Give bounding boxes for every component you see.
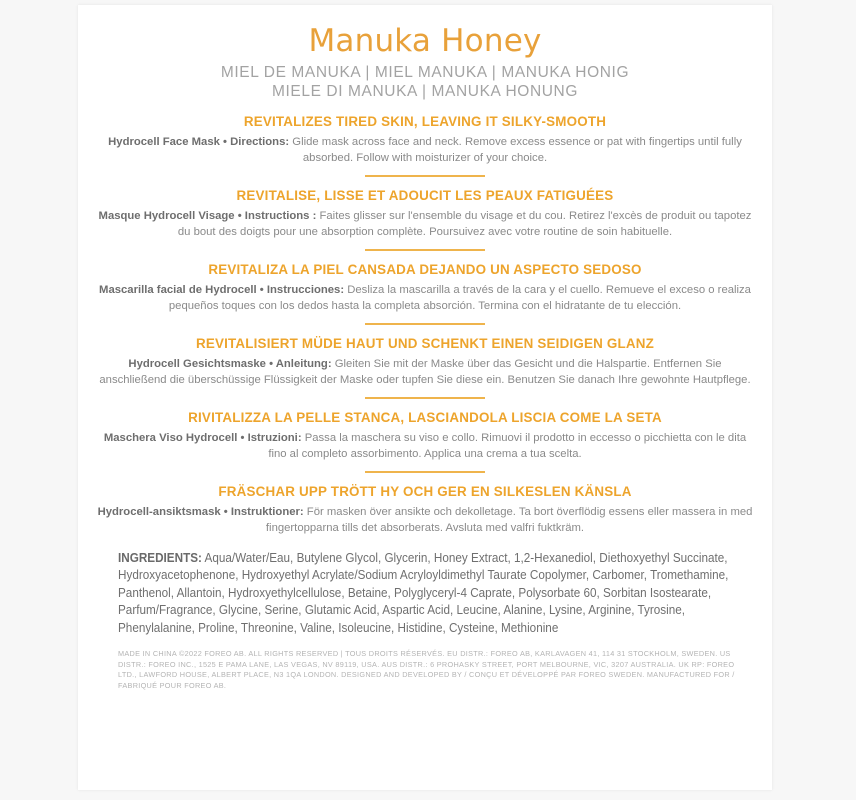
section-divider	[365, 175, 485, 177]
ingredients-label: INGREDIENTS:	[118, 550, 202, 565]
section-label: Mascarilla facial de Hydrocell • Instrucciones:	[99, 283, 345, 296]
section-body	[84, 504, 766, 536]
section-french	[78, 187, 772, 251]
section-body	[84, 208, 766, 240]
section-swedish	[78, 483, 772, 536]
section-text: Gleiten Sie mit der Maske über das Gesicht und die Halspartie. Entfernen Sie anschließend die überschüssige Flüssigkeit der Maske oder tupfen Sie diese ein. Benutzen Sie danach Ihre gewohnte Hautpflege.	[99, 357, 751, 386]
section-label: Masque Hydrocell Visage • Instructions :	[98, 209, 317, 222]
section-text: Glide mask across face and neck. Remove excess essence or pat with fingertips until fully absorbed. Follow with moisturizer of your choice.	[289, 136, 742, 165]
section-english	[78, 113, 772, 177]
legal-fineprint: MADE IN CHINA ©2022 FOREO AB. ALL RIGHTS RESERVED | TOUS DROITS RÉSERVÉS. EU DISTR.: FOREO AB, KARLAVAGEN 41, 114 31 STOCKHOLM, SWEDEN. US DISTR.: FOREO INC., 1525 E PAMA LANE, LAS VEGAS, NV 89119, USA. AUS DISTR.: 6 PROHASKY STREET, PORT MELBOURNE, VIC, 3207 AUSTRALIA. UK RP: FOREO LTD., LAWFORD HOUSE, ALBERT PLACE, N3 1QA LONDON. DESIGNED AND DEVELOPED BY / CONÇU ET DÉVELOPPÉ PAR FOREO SWEDEN. MANUFACTURED FOR / FABRIQUÉ POUR FOREO AB.	[118, 648, 735, 690]
section-divider	[365, 323, 485, 325]
section-body	[84, 430, 766, 462]
section-label: Hydrocell Gesichtsmaske • Anleitung:	[128, 357, 332, 370]
section-divider	[365, 397, 485, 399]
section-body	[84, 134, 766, 166]
product-title: Manuka Honey	[308, 23, 542, 59]
section-heading: REVITALISE, LISSE ET ADOUCIT LES PEAUX FATIGUÉES	[236, 187, 614, 203]
section-spanish	[78, 261, 772, 325]
ingredients-text: Aqua/Water/Eau, Butylene Glycol, Glycerin, Honey Extract, 1,2-Hexanediol, Diethoxyethyl Succinate, Hydroxyacetophenone, Hydroxyethyl Acrylate/Sodium Acryloyldimethyl Taurate Copolymer, Carbomer, Tromethamine, Panthenol, Allantoin, Hydroxyethylcellulose, Betaine, Polyglyceryl-4 Caprate, Polysorbate 60, Sorbitan Isostearate, Parfum/Fragrance, Glycine, Serine, Glutamic Acid, Aspartic Acid, Leucine, Alanine, Lysine, Arginine, Tyrosine, Phenylalanine, Proline, Threonine, Valine, Isoleucine, Histidine, Cysteine, Methionine	[118, 550, 729, 635]
section-label: Hydrocell Face Mask • Directions:	[108, 136, 290, 148]
section-text: Passa la maschera su viso e collo. Rimuovi il prodotto in eccesso o picchietta con le dita fino al completo assorbimento. Applica una crema a tua scelta.	[268, 431, 747, 460]
section-divider	[365, 249, 485, 251]
product-subtitle-line-2: MIELE DI MANUKA | MANUKA HONUNG	[272, 83, 578, 100]
section-body	[84, 282, 766, 314]
section-heading: REVITALIZA LA PIEL CANSADA DEJANDO UN ASPECTO SEDOSO	[208, 261, 642, 277]
ingredients-list	[118, 550, 760, 637]
product-subtitle-line-1: MIEL DE MANUKA | MIEL MANUKA | MANUKA HONIG	[220, 64, 630, 81]
section-heading: REVITALIZES TIRED SKIN, LEAVING IT SILKY-SMOOTH	[243, 114, 607, 129]
section-text: Desliza la mascarilla a través de la cara y el cuello. Remueve el exceso o realiza pequeños toques con los dedos hasta la completa absorción. Termina con el hidratante de tu elección.	[168, 283, 751, 313]
section-italian	[78, 409, 772, 473]
section-divider	[365, 471, 485, 473]
section-body	[84, 356, 766, 388]
section-text: För masken över ansikte och dekolletage. Ta bort överflödig essens eller massera in med fingertopparna tills det absorberats. Avsluta med valfri fuktkräm.	[265, 505, 753, 534]
section-heading: REVITALISIERT MÜDE HAUT UND SCHENKT EINEN SEIDIGEN GLANZ	[195, 335, 655, 351]
section-german	[78, 335, 772, 399]
section-label: Maschera Viso Hydrocell • Istruzioni:	[103, 431, 302, 444]
section-heading: RIVITALIZZA LA PELLE STANCA, LASCIANDOLA LISCIA COME LA SETA	[188, 409, 662, 425]
product-label-card	[78, 5, 772, 790]
section-label: Hydrocell-ansiktsmask • Instruktioner:	[97, 505, 304, 518]
section-heading: FRÄSCHAR UPP TRÖTT HY OCH GER EN SILKESLEN KÄNSLA	[218, 483, 632, 499]
section-text: Faites glisser sur l'ensemble du visage et du cou. Retirez l'excès de produit ou tapotez du bout des doigts pour une absorption complète. Poursuivez avec votre routine de soin habituelle.	[177, 209, 752, 239]
